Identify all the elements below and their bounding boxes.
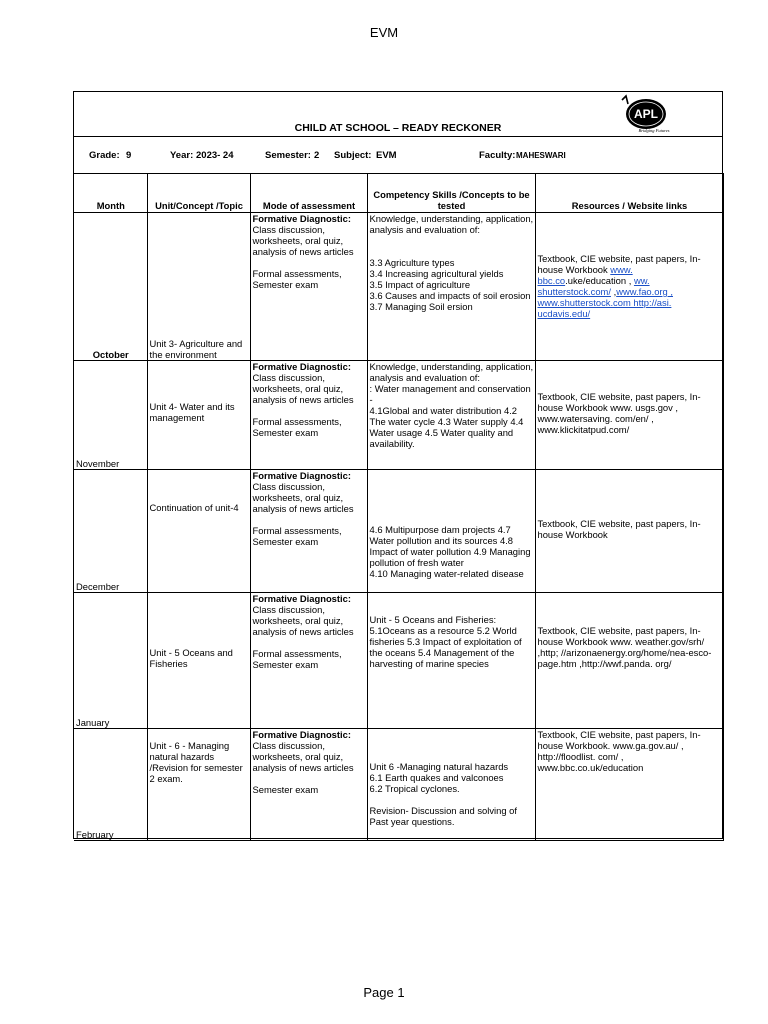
month-cell: February [74, 729, 147, 841]
competency-line: Revision- Discussion and solving of Past year questions. [369, 805, 517, 827]
page-footer: Page 1 [363, 985, 405, 1000]
unit-cell: Unit 4- Water and its management [147, 361, 250, 470]
table-row [74, 213, 723, 361]
info-row [74, 136, 722, 174]
column-header-competency: Competency Skills /Concepts to be tested [367, 174, 535, 213]
faculty-label: Faculty: [479, 150, 516, 161]
assessment-title: Formative Diagnostic: [252, 470, 351, 481]
competency-cell: Unit - 5 Oceans and Fisheries: 5.1Oceans as a resource 5.2 World fisheries 5.3 Impact of exploitation of the oceans 5.4 Management of the harvesting of marine species [367, 593, 535, 729]
apl-logo [610, 94, 676, 134]
page-header: EVM [369, 25, 399, 40]
resources-cell: Textbook, CIE website, past papers, In-house Workbook. www.ga.gov.au/ , http://floodlist. com/ , www.bbc.co.uk/education [535, 729, 723, 841]
subject-value: EVM [376, 150, 397, 161]
grade-label: Grade: [89, 150, 120, 161]
assessment-title: Formative Diagnostic: [252, 213, 351, 224]
schedule-table [74, 173, 724, 841]
logo-text: APL [634, 107, 658, 121]
month-cell: December [74, 470, 147, 593]
assessment-line: Class discussion, worksheets, oral quiz, analysis of news articles [252, 372, 354, 405]
resources-text: .uke/education , [565, 275, 634, 286]
competency-line: 4.6 Multipurpose dam projects 4.7 Water pollution and its sources 4.8 Impact of water pollution 4.9 Managing pollution of fresh water [369, 524, 531, 568]
table-row [74, 593, 723, 729]
resource-link[interactable]: ww. shutterstock.com/ [537, 275, 650, 297]
faculty-value: MAHESWARI [516, 151, 566, 160]
semester-value: 2 [314, 150, 320, 161]
competency-cell [367, 729, 535, 841]
competency-cell [367, 213, 535, 361]
competency-line: 3.4 Increasing agricultural yields [369, 268, 504, 279]
assessment-cell [250, 470, 367, 593]
unit-cell: Unit - 6 - Managing natural hazards /Revision for semester 2 exam. [147, 729, 250, 841]
unit-cell: Unit - 5 Oceans and Fisheries [147, 593, 250, 729]
subject-label: Subject: [334, 150, 372, 161]
competency-line: Unit 6 -Managing natural hazards [369, 761, 509, 772]
document-title: CHILD AT SCHOOL – READY RECKONER [294, 122, 502, 134]
competency-line: 6.1 Earth quakes and valconoes [369, 772, 504, 783]
assessment-line: Formal assessments, Semester exam [252, 416, 342, 438]
unit-cell: Continuation of unit-4 [147, 470, 250, 593]
column-header-unit: Unit/Concept /Topic [147, 174, 250, 213]
grade-value: 9 [126, 150, 132, 161]
month-cell: January [74, 593, 147, 729]
table-row [74, 361, 723, 470]
competency-line: 3.5 Impact of agriculture [369, 279, 471, 290]
column-header-resources: Resources / Website links [535, 174, 723, 213]
competency-line: Knowledge, understanding, application, analysis and evaluation of: [369, 213, 534, 235]
competency-line: 3.6 Causes and impacts of soil erosion [369, 290, 531, 301]
resources-cell: Textbook, CIE website, past papers, In-house Workbook www. weather.gov/srh/ ,http; //arizonaenergy.org/home/nea-esco-page.htm ,http://wwf.panda. org/ [535, 593, 723, 729]
ready-reckoner-sheet [73, 91, 723, 839]
competency-line: 4.1Global and water distribution 4.2 The water cycle 4.3 Water supply 4.4 Water usage 4.5 Water quality and availability. [369, 405, 524, 449]
month-cell: October [74, 213, 147, 361]
year-label: Year: [170, 150, 194, 161]
competency-line: 3.3 Agriculture types [369, 257, 455, 268]
semester-label: Semester: [265, 150, 311, 161]
month-cell: November [74, 361, 147, 470]
competency-cell [367, 361, 535, 470]
competency-line: Knowledge, understanding, application, analysis and evaluation of: [369, 361, 534, 383]
year-value: 2023- 24 [196, 150, 234, 161]
competency-line: 6.2 Tropical cyclones. [369, 783, 460, 794]
assessment-line: Class discussion, worksheets, oral quiz, analysis of news articles [252, 740, 354, 773]
assessment-line: Class discussion, worksheets, oral quiz, analysis of news articles [252, 224, 354, 257]
competency-line: 4.10 Managing water-related disease [369, 568, 524, 579]
table-row [74, 729, 723, 841]
resources-text: , [610, 286, 617, 297]
assessment-cell [250, 213, 367, 361]
resources-cell: Textbook, CIE website, past papers, In-house Workbook www. usgs.gov , www.watersaving. com/en/ , www.klickitatpud.com/ [535, 361, 723, 470]
logo-tagline: Bridging Futures [638, 128, 670, 133]
assessment-line: Class discussion, worksheets, oral quiz, analysis of news articles [252, 604, 354, 637]
assessment-cell [250, 729, 367, 841]
table-row [74, 470, 723, 593]
competency-line: : Water management and conservation - [369, 383, 531, 405]
resource-link[interactable]: www.fao.org , [616, 286, 673, 297]
assessment-title: Formative Diagnostic: [252, 729, 351, 740]
assessment-cell [250, 593, 367, 729]
unit-cell: Unit 3- Agriculture and the environment [147, 213, 250, 361]
resource-link[interactable]: www.shutterstock.com http://asi. ucdavis.edu/ [537, 297, 672, 319]
resources-text: Textbook, CIE website, past papers, In-house Workbook [537, 253, 701, 275]
assessment-line: Class discussion, worksheets, oral quiz, analysis of news articles [252, 481, 354, 514]
column-header-month: Month [74, 174, 147, 213]
assessment-line: Formal assessments, Semester exam [252, 648, 342, 670]
assessment-cell [250, 361, 367, 470]
resource-link[interactable]: www. bbc.co [537, 264, 633, 286]
assessment-line: Formal assessments, Semester exam [252, 525, 342, 547]
resources-cell: Textbook, CIE website, past papers, In-house Workbook [535, 470, 723, 593]
title-row [74, 92, 722, 137]
table-header-row [74, 174, 723, 213]
assessment-title: Formative Diagnostic: [252, 593, 351, 604]
competency-line: 3.7 Managing Soil ersion [369, 301, 473, 312]
competency-cell [367, 470, 535, 593]
resources-cell [535, 213, 723, 361]
assessment-line: Formal assessments, Semester exam [252, 268, 342, 290]
column-header-assessment: Mode of assessment [250, 174, 367, 213]
assessment-title: Formative Diagnostic: [252, 361, 351, 372]
assessment-line: Semester exam [252, 784, 319, 795]
